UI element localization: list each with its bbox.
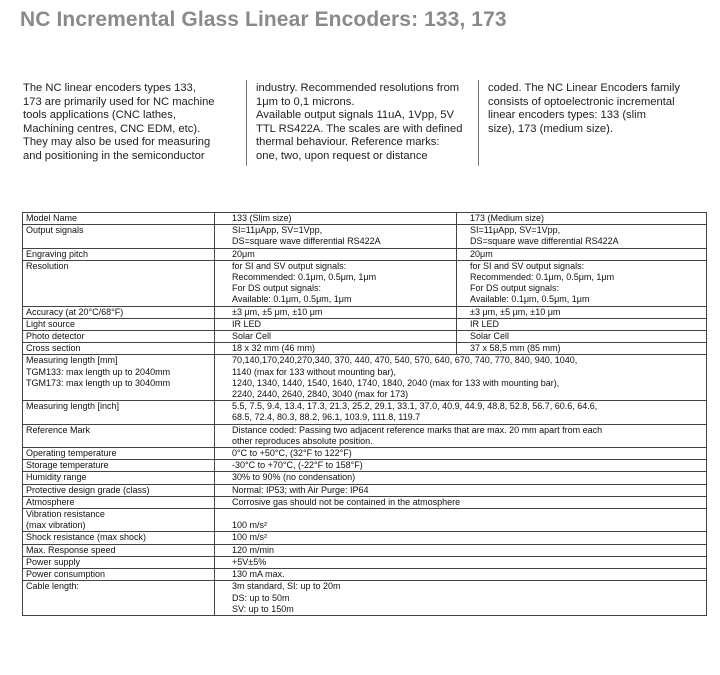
column-divider [478,80,479,166]
intro-text-line: size), 173 (medium size). [488,122,613,135]
intro-text-line: linear encoders types: 133 (slim [488,109,646,121]
intro-text-line: Available output signals 11uA, 1Vpp, 5V [256,109,454,121]
row-label: Cable length: [23,581,215,616]
row-label: Storage temperature [23,460,215,472]
cell-line: Vibration resistance [26,509,105,520]
cell-line: SI=11μApp, SV=1Vpp, [232,225,323,236]
cell-line: 70,140,170,240,270,340, 370, 440, 470, 540, 570, 640, 670, 740, 770, 840, 940, 1040, [232,355,578,366]
cell-slim [215,225,457,248]
intro-text-line: 1μm to 0,1 microns. [256,95,355,108]
cell-line: (max vibration) [26,520,86,531]
row-label: Protective design grade (class) [23,484,215,496]
column-header-medium: 173 (Medium size) [457,213,707,225]
row-label: Humidity range [23,472,215,484]
cell-line: Recommended: 0.1μm, 0.5μm, 1μm [232,272,377,283]
cell-medium: ±3 μm, ±5 μm, ±10 μm [457,306,707,318]
cell-medium: Solar Cell [457,331,707,343]
cell-line: Measuring length [mm] [26,355,118,366]
row-label: Operating temperature [23,448,215,460]
intro-text-line: 173 are primarily used for NC machine [23,95,215,108]
row-label: Light source [23,318,215,330]
intro-text-line: one, two, upon request or distance [256,149,428,162]
intro-text-line: and positioning in the semiconductor [23,149,205,162]
cell-wide [215,424,707,447]
intro-text-line: Machining centres, CNC EDM, etc). [23,122,201,135]
cell-slim: Solar Cell [215,331,457,343]
intro-column-1 [23,82,245,163]
row-label: Engraving pitch [23,248,215,260]
cell-line: 2240, 2440, 2640, 2840, 3040 (max for 173) [232,389,409,400]
row-label: Accuracy (at 20°C/68°F) [23,306,215,318]
table-row [23,355,707,401]
table-row [23,306,707,318]
cell-slim: 20μm [215,248,457,260]
cell-line: For DS output signals: [232,283,322,294]
cell-line: 1240, 1340, 1440, 1540, 1640, 1740, 1840, 2040 (max for 133 with mounting bar), [232,377,560,388]
cell-line: DS=square wave differential RS422A [232,236,381,247]
intro-column-3 [488,82,710,136]
cell-line: TGM133: max length up to 2040mm [26,366,171,377]
table-row [23,496,707,508]
cell-wide [215,401,707,424]
row-label: Max. Response speed [23,544,215,556]
cell-line: Available: 0.1μm, 0.5μm, 1μm [470,294,590,305]
cell-line: DS=square wave differential RS422A [470,236,619,247]
table-row [23,343,707,355]
cell-wide: Normal: IP53; with Air Purge: IP64 [215,484,707,496]
cell-wide: Corrosive gas should not be contained in the atmosphere [215,496,707,508]
cell-line: for SI and SV output signals: [232,260,347,271]
table-row [23,260,707,306]
cell-line: 5.5, 7.5, 9.4, 13.4, 17.3, 21.3, 25.2, 29.1, 33.1, 37.0, 40.9, 44.9, 48.8, 52.8, 56.7, 60.6, 64.6, [232,401,598,412]
row-label: Model Name [23,213,215,225]
cell-slim: IR LED [215,318,457,330]
row-label: Atmosphere [23,496,215,508]
cell-line: SI=11μApp, SV=1Vpp, [470,225,561,236]
column-divider [246,80,247,166]
cell-medium: 37 x 58,5 mm (85 mm) [457,343,707,355]
cell-medium [457,225,707,248]
table-row [23,448,707,460]
cell-line: 100 m/s² [232,520,268,531]
row-label [23,509,215,532]
table-row [23,484,707,496]
cell-wide [215,581,707,616]
cell-line: Available: 0.1μm, 0.5μm, 1μm [232,294,352,305]
cell-medium: IR LED [457,318,707,330]
table-row [23,544,707,556]
cell-wide: 130 mA max. [215,569,707,581]
row-label: Photo detector [23,331,215,343]
table-row [23,318,707,330]
row-label [23,355,215,401]
page-title: NC Incremental Glass Linear Encoders: 133, 173 [20,8,507,31]
cell-line: 1140 (max for 133 without mounting bar), [232,366,396,377]
table-row [23,401,707,424]
cell-wide: 30% to 90% (no condensation) [215,472,707,484]
spec-table [22,212,707,616]
cell-line: DS: up to 50m [232,592,290,603]
intro-text-line: thermal behaviour. Reference marks: [256,136,440,148]
table-row [23,460,707,472]
table-row [23,556,707,568]
table-row [23,532,707,544]
cell-slim [215,260,457,306]
row-label: Output signals [23,225,215,248]
cell-line: Recommended: 0.1μm, 0.5μm, 1μm [470,272,615,283]
intro-text-line: consists of optoelectronic incremental [488,95,675,108]
cell-wide: -30°C to +70°C, (-22°F to 158°F) [215,460,707,472]
intro-text-line: industry. Recommended resolutions from [256,82,460,94]
cell-line: 3m standard, SI: up to 20m [232,581,341,592]
cell-line: for SI and SV output signals: [470,260,585,271]
row-label: Reference Mark [23,424,215,447]
cell-line: For DS output signals: [470,283,560,294]
table-row [23,569,707,581]
row-label: Resolution [23,260,215,306]
cell-line: 68.5, 72.4, 80.3, 88.2, 96.1, 103.9, 111.8, 119.7 [232,412,421,423]
row-label: Measuring length [inch] [23,401,215,424]
table-row [23,581,707,616]
cell-wide [215,355,707,401]
table-row [23,472,707,484]
intro-column-2 [256,82,478,163]
row-label: Power supply [23,556,215,568]
table-row [23,331,707,343]
table-row [23,225,707,248]
cell-slim: ±3 μm, ±5 μm, ±10 μm [215,306,457,318]
cell-medium: 20μm [457,248,707,260]
table-row [23,248,707,260]
table-row [23,509,707,532]
cell-wide: 0°C to +50°C, (32°F to 122°F) [215,448,707,460]
intro-text-line: They may also be used for measuring [23,136,211,148]
cell-wide: 100 m/s² [215,532,707,544]
cell-line: SV: up to 150m [232,603,294,614]
cell-line: Distance coded: Passing two adjacent reference marks that are max. 20 mm apart from each [232,424,603,435]
cell-line: TGM173: max length up to 3040mm [26,377,171,388]
cell-medium [457,260,707,306]
cell-wide: +5V±5% [215,556,707,568]
row-label: Cross section [23,343,215,355]
table-row [23,213,707,225]
cell-line [232,509,703,520]
cell-wide [215,509,707,532]
cell-wide: 120 m/min [215,544,707,556]
table-row [23,424,707,447]
cell-slim: 18 x 32 mm (46 mm) [215,343,457,355]
cell-line: other reproduces absolute position. [232,435,373,446]
row-label: Shock resistance (max shock) [23,532,215,544]
intro-text-line: coded. The NC Linear Encoders family [488,82,680,94]
row-label: Power consumption [23,569,215,581]
column-header-slim: 133 (Slim size) [215,213,457,225]
intro-text-line: TTL RS422A. The scales are with defined [256,122,463,135]
intro-text-line: tools applications (CNC lathes, [23,109,176,121]
intro-text-line: The NC linear encoders types 133, [23,82,196,94]
